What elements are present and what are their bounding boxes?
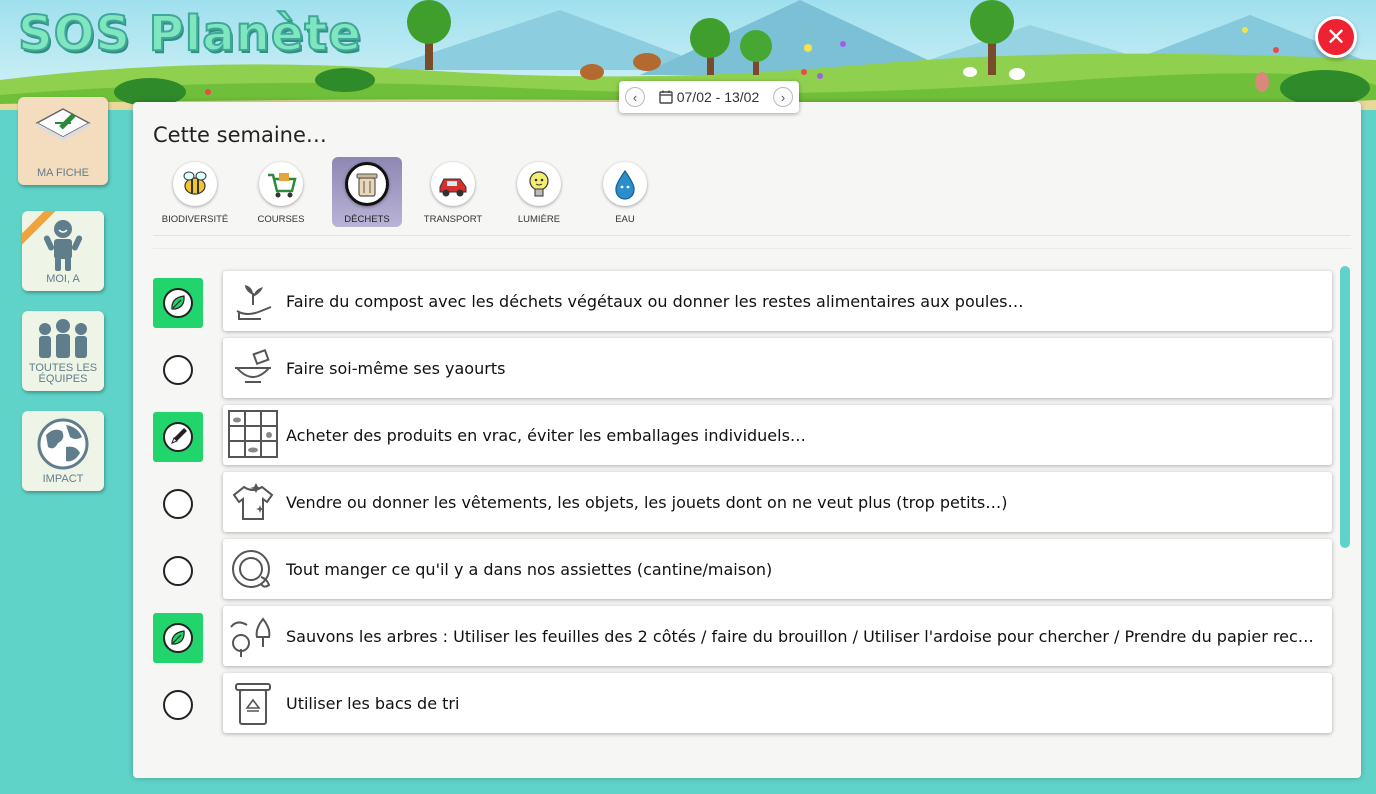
tab-courses[interactable] bbox=[246, 157, 316, 227]
sidebar-label: MOI, A bbox=[46, 273, 80, 285]
action-checkbox-editing[interactable] bbox=[153, 412, 203, 462]
app-title: SOS Planète bbox=[18, 6, 362, 62]
action-checkbox[interactable] bbox=[153, 680, 203, 730]
tshirt-icon bbox=[223, 472, 283, 532]
action-text: Acheter des produits en vrac, éviter les emballages individuels… bbox=[286, 425, 806, 445]
tab-transport[interactable] bbox=[418, 157, 488, 227]
action-item[interactable] bbox=[223, 405, 1332, 465]
sidebar-item-impact[interactable] bbox=[22, 411, 104, 491]
action-checkbox[interactable] bbox=[153, 546, 203, 596]
page-title: Cette semaine… bbox=[153, 123, 327, 147]
date-range bbox=[659, 89, 760, 105]
action-text: Utiliser les bacs de tri bbox=[286, 693, 460, 713]
scrollbar[interactable] bbox=[1340, 266, 1350, 548]
action-item[interactable] bbox=[223, 606, 1332, 666]
action-checkbox-done[interactable] bbox=[153, 278, 203, 328]
close-icon: ✕ bbox=[1325, 23, 1347, 51]
previous-week-button[interactable]: ‹ bbox=[625, 87, 645, 107]
action-item[interactable] bbox=[223, 539, 1332, 599]
action-item[interactable] bbox=[223, 338, 1332, 398]
divider bbox=[153, 248, 1351, 249]
checklist-icon bbox=[33, 103, 93, 150]
pencil-icon bbox=[163, 422, 193, 452]
sidebar-label: IMPACT bbox=[42, 473, 84, 485]
action-text: Faire du compost avec les déchets végétaux ou donner les restes alimentaires aux poules… bbox=[286, 291, 1024, 311]
trees-icon bbox=[223, 606, 283, 666]
tab-label: BIODIVERSITÉ bbox=[161, 214, 229, 225]
date-range-text: 07/02 - 13/02 bbox=[676, 89, 760, 105]
shelves-icon bbox=[223, 405, 283, 465]
sidebar-label: MA FICHE bbox=[37, 167, 89, 179]
tab-label: EAU bbox=[615, 214, 635, 225]
next-week-button[interactable]: › bbox=[773, 87, 793, 107]
tab-biodiversite[interactable] bbox=[160, 157, 230, 227]
tab-label: LUMIÈRE bbox=[517, 214, 561, 225]
action-checkbox[interactable] bbox=[153, 345, 203, 395]
globe-icon bbox=[36, 417, 90, 474]
action-text: Sauvons les arbres : Utiliser les feuilles des 2 côtés / faire du brouillon / Utiliser l'ardoise pour chercher / Prendre du papier rec… bbox=[286, 626, 1314, 646]
plate-icon bbox=[223, 539, 283, 599]
empty-circle-icon bbox=[163, 690, 193, 720]
empty-circle-icon bbox=[163, 355, 193, 385]
trash-can-icon bbox=[345, 162, 389, 206]
tab-eau[interactable] bbox=[590, 157, 660, 227]
action-text: Tout manger ce qu'il y a dans nos assiettes (cantine/maison) bbox=[286, 559, 773, 579]
divider bbox=[153, 235, 1351, 236]
tab-label: COURSES bbox=[257, 214, 305, 225]
sidebar-item-ma-fiche[interactable] bbox=[18, 97, 108, 185]
tab-label: TRANSPORT bbox=[423, 214, 483, 225]
empty-circle-icon bbox=[163, 489, 193, 519]
category-tabs bbox=[160, 157, 660, 227]
bee-icon bbox=[173, 162, 217, 206]
check-leaf-icon bbox=[163, 288, 193, 318]
lightbulb-icon bbox=[517, 162, 561, 206]
tab-label: DÉCHETS bbox=[344, 214, 390, 225]
person-icon bbox=[43, 217, 83, 274]
action-checkbox[interactable] bbox=[153, 479, 203, 529]
tab-lumiere[interactable] bbox=[504, 157, 574, 227]
sidebar-item-moi[interactable] bbox=[22, 211, 104, 291]
sidebar-item-toutes-les-equipes[interactable] bbox=[22, 311, 104, 391]
sidebar-label: TOUTES LES ÉQUIPES bbox=[28, 362, 98, 385]
date-navigator bbox=[619, 81, 799, 113]
tab-dechets[interactable] bbox=[332, 157, 402, 227]
action-item[interactable] bbox=[223, 673, 1332, 733]
check-leaf-icon bbox=[163, 623, 193, 653]
close-button[interactable] bbox=[1315, 16, 1357, 58]
bowl-icon bbox=[223, 338, 283, 398]
shopping-cart-icon bbox=[259, 162, 303, 206]
action-checkbox-done[interactable] bbox=[153, 613, 203, 663]
action-text: Vendre ou donner les vêtements, les objets, les jouets dont on ne veut plus (trop petits…) bbox=[286, 492, 1008, 512]
action-text: Faire soi-même ses yaourts bbox=[286, 358, 506, 378]
water-drop-icon bbox=[603, 162, 647, 206]
team-icon bbox=[33, 317, 93, 364]
plant-hand-icon bbox=[223, 271, 283, 331]
calendar-icon bbox=[659, 90, 673, 104]
car-icon bbox=[431, 162, 475, 206]
recycle-bin-icon bbox=[223, 673, 283, 733]
action-item[interactable] bbox=[223, 271, 1332, 331]
action-item[interactable] bbox=[223, 472, 1332, 532]
empty-circle-icon bbox=[163, 556, 193, 586]
